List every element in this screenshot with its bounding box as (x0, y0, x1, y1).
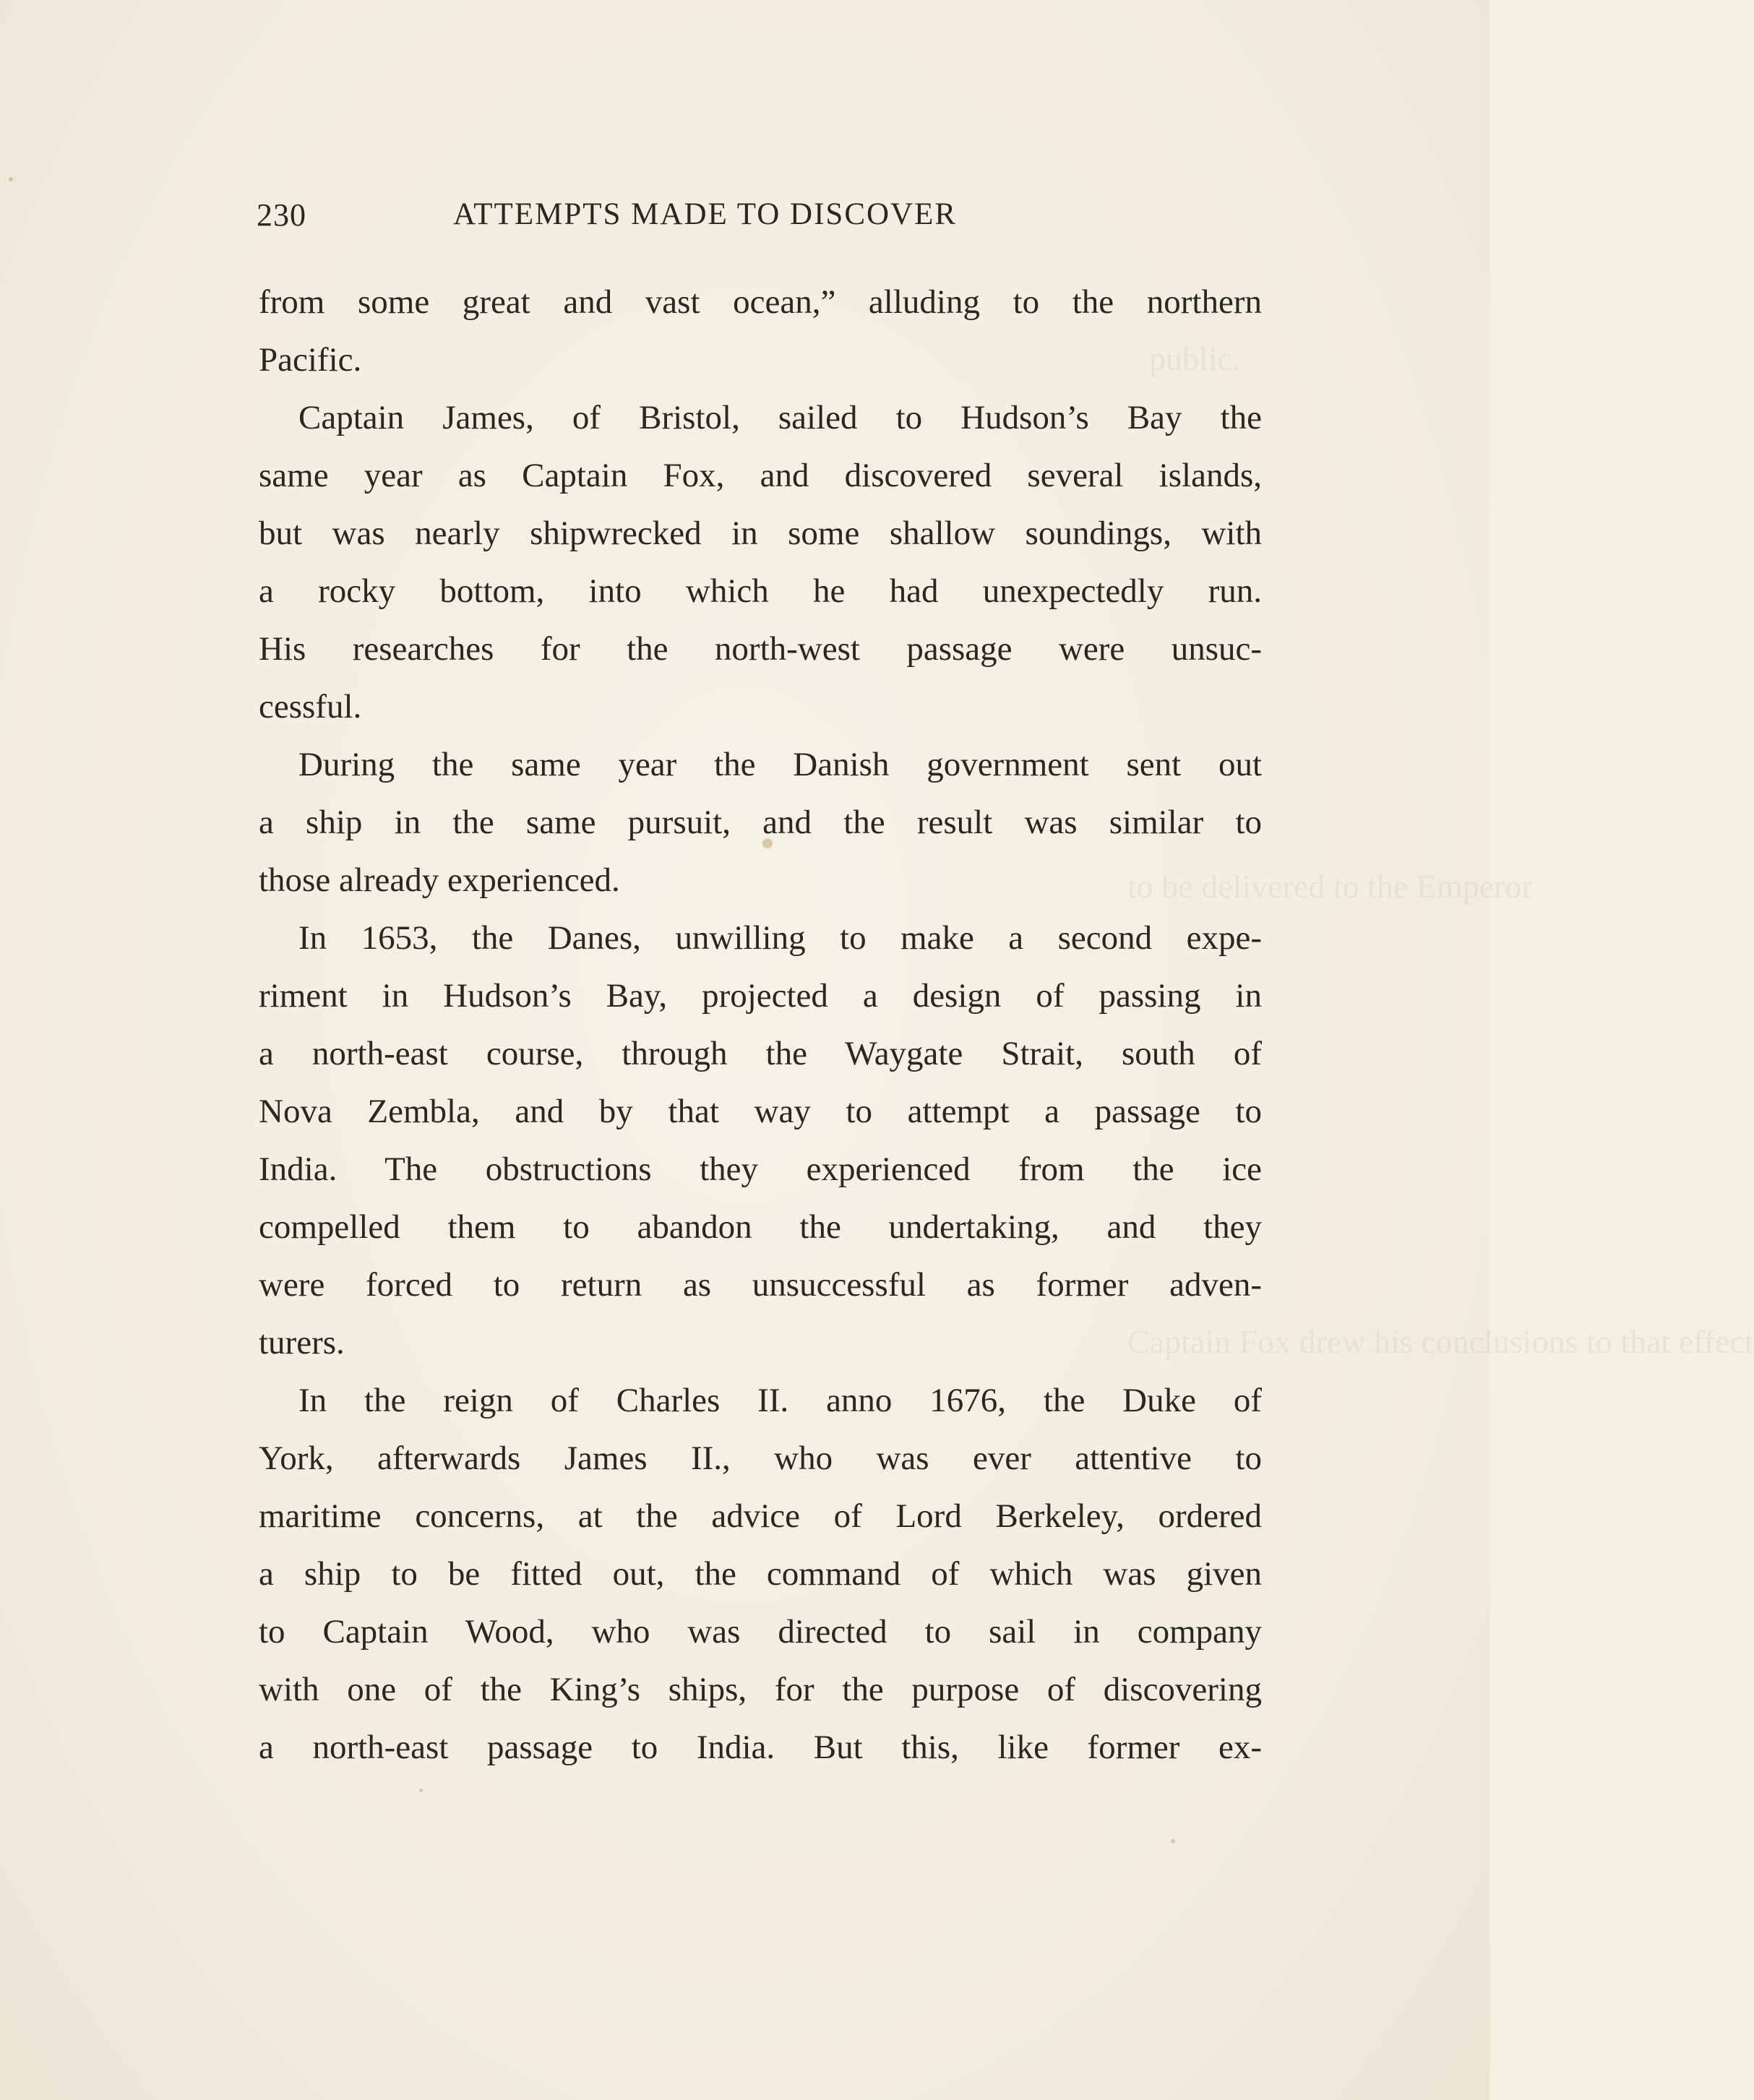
text-line: a rocky bottom, into which he had unexpectedly run. (259, 572, 1262, 610)
text-line: a ship in the same pursuit, and the result was similar to (259, 804, 1262, 841)
text-line: those already experienced. (259, 861, 620, 899)
show-through-text: Captain Fox drew his conclusions to that effect (1127, 1323, 1754, 1360)
text-line: a north-east course, through the Waygate Strait, south of (259, 1035, 1262, 1072)
paragraph-first-line: Captain James, of Bristol, sailed to Hudson’s Bay the (298, 399, 1262, 436)
text-line: but was nearly shipwrecked in some shallow soundings, with (259, 515, 1262, 552)
text-line: maritime concerns, at the advice of Lord Berkeley, ordered (259, 1497, 1262, 1535)
show-through-text: public. (1149, 340, 1241, 377)
text-line: were forced to return as unsuccessful as former adven- (259, 1266, 1262, 1304)
running-head (257, 197, 1261, 247)
text-line: York, afterwards James II., who was ever attentive to (259, 1440, 1262, 1477)
text-line: riment in Hudson’s Bay, projected a design of passing in (259, 977, 1262, 1015)
text-line: from some great and vast ocean,” alluding to the northern (259, 283, 1262, 321)
page-number: 230 (257, 197, 306, 233)
paper-speck (9, 177, 13, 181)
paragraph-first-line: During the same year the Danish government sent out (298, 746, 1262, 783)
text-line: to Captain Wood, who was directed to sail in company (259, 1613, 1262, 1651)
text-line: India. The obstructions they experienced from the ice (259, 1150, 1262, 1188)
text-line: His researches for the north-west passage were unsuc- (259, 630, 1262, 668)
paper-speck (1171, 1839, 1175, 1843)
text-line: Pacific. (259, 341, 362, 379)
paper-speck (419, 1789, 423, 1792)
paragraph-first-line: In 1653, the Danes, unwilling to make a second expe- (298, 919, 1262, 957)
text-line: with one of the King’s ships, for the purpose of discovering (259, 1671, 1262, 1708)
text-line: same year as Captain Fox, and discovered several islands, (259, 457, 1262, 494)
body-text (259, 273, 1262, 1776)
text-line: cessful. (259, 688, 362, 726)
show-through-text: to be delivered to the Emperor (1127, 868, 1533, 905)
paragraph-first-line: In the reign of Charles II. anno 1676, the Duke of (298, 1382, 1262, 1419)
running-head-title: ATTEMPTS MADE TO DISCOVER (453, 197, 958, 231)
text-line: compelled them to abandon the undertaking, and they (259, 1208, 1262, 1246)
text-line: a ship to be fitted out, the command of which was given (259, 1555, 1262, 1593)
text-line: turers. (259, 1324, 345, 1361)
text-line: a north-east passage to India. But this, like former ex- (259, 1729, 1262, 1766)
text-line: Nova Zembla, and by that way to attempt a passage to (259, 1093, 1262, 1130)
